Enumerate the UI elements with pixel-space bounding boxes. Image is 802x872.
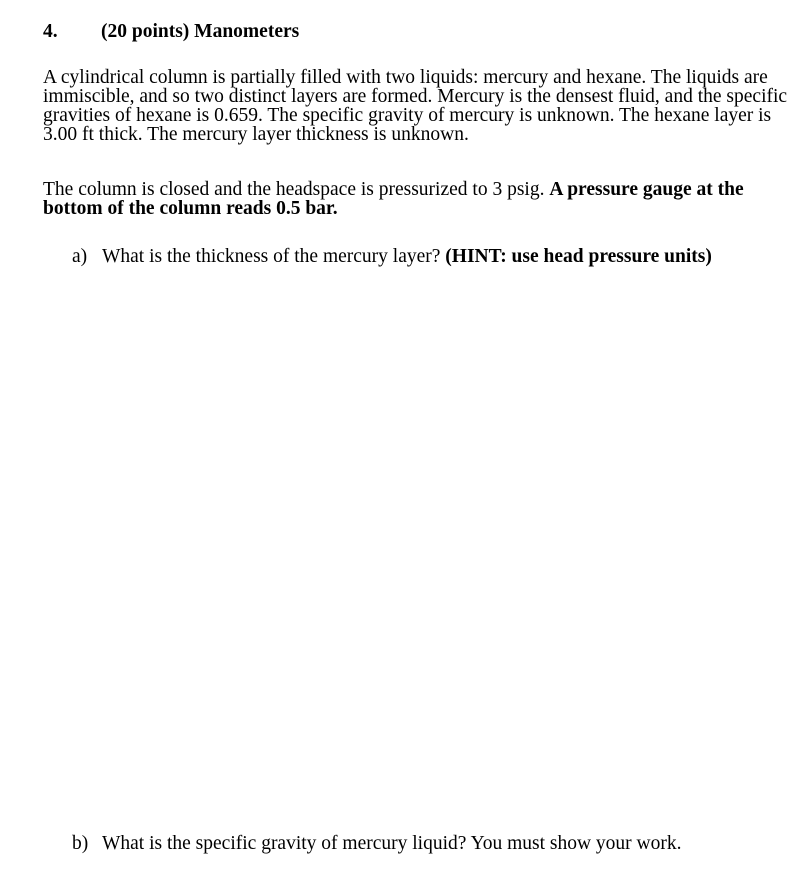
conditions-text: The column is closed and the headspace is pressurized to 3 psig. [43,179,550,200]
question-label: a) [72,246,88,267]
conditions-line [43,180,802,199]
conditions-emphasis: A pressure gauge at the [549,179,744,200]
problem-conditions [43,180,802,218]
problem-number: 4. [43,21,58,42]
answer-space-a [43,275,783,823]
question-text: What is the thickness of the mercury layer? [102,246,446,267]
question-b [72,833,682,855]
description-line: immiscible, and so two distinct layers are formed. Mercury is the densest fluid, and the specific [43,86,788,107]
question-hint: (HINT: use head pressure units) [445,246,712,267]
problem-title: (20 points) Manometers [101,21,300,42]
description-line: gravities of hexane is 0.659. The specific gravity of mercury is unknown. The hexane layer is [43,105,772,126]
problem-description [43,68,802,144]
description-line: 3.00 ft thick. The mercury layer thickness is unknown. [43,124,469,145]
question-label: b) [72,833,89,854]
description-line: A cylindrical column is partially filled with two liquids: mercury and hexane. The liquids are [43,67,768,88]
conditions-emphasis: bottom of the column reads 0.5 bar. [43,198,338,219]
problem-heading [43,20,299,44]
question-a [72,246,712,268]
question-text: What is the specific gravity of mercury liquid? You must show your work. [102,833,682,854]
